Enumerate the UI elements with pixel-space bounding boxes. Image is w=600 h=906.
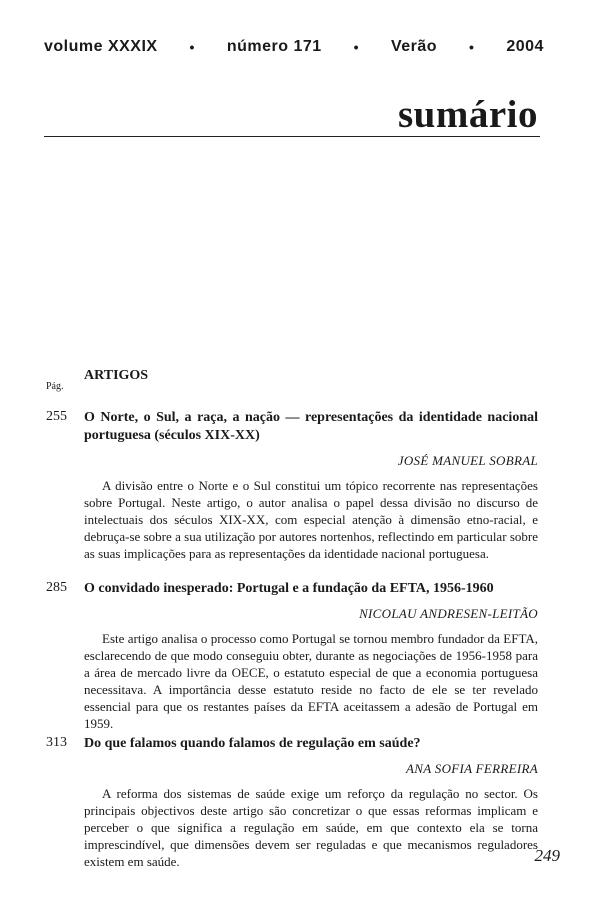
separator-dot: •	[469, 39, 475, 55]
article-author: ANA SOFIA FERREIRA	[406, 761, 538, 776]
article-title[interactable]: O Norte, o Sul, a raça, a nação — representações da identidade nacional portuguesa (séculos XIX-XX)	[84, 410, 538, 443]
page-column-label: Pág.	[46, 381, 64, 392]
separator-dot: •	[353, 39, 360, 55]
article-page-number: 255	[46, 409, 67, 424]
issue-number: número 171	[226, 38, 322, 55]
article-title[interactable]: Do que falamos quando falamos de regulação em saúde?	[84, 736, 421, 751]
section-heading: ARTIGOS	[84, 368, 149, 383]
article-abstract: A divisão entre o Norte e o Sul constitui um tópico recorrente nas representações sobre Portugal. Neste artigo, o autor analisa o papel dessa divisão no discurso de intelectuais dos séculos XIX-XX, com especial atenção à dimensão etno-racial, e debruça-se sobre a sua utilização por autores nortenhos, reflectindo em particular sobre as suas implicações para as representações da identidade nacional portuguesa.	[84, 478, 538, 561]
separator-dot: •	[189, 39, 195, 55]
article-author: JOSÉ MANUEL SOBRAL	[397, 453, 538, 468]
article-title[interactable]: O convidado inesperado: Portugal e a fundação da EFTA, 1956-1960	[84, 581, 494, 596]
year-label: 2004	[506, 38, 544, 55]
page-title: sumário	[398, 93, 538, 136]
article-entry	[46, 580, 538, 732]
article-page-number: 285	[46, 580, 67, 595]
article-page-number: 313	[46, 735, 67, 750]
article-abstract: A reforma dos sistemas de saúde exige um reforço da regulação no sector. Os principais objectivos deste artigo são concretizar o que essas reformas implicam e perceber o que significa a regulação em saúde, em que contexto ela se torna imprescindível, que dimensões devem ser reguladas e que mecanismos reguladores existem em saúde.	[84, 786, 538, 869]
journal-header	[44, 38, 544, 56]
article-abstract: Este artigo analisa o processo como Portugal se tornou membro fundador da EFTA, esclarecendo de que modo conseguiu obter, durante as negociações de 1956-1958 para a área de mercado livre da OECE, o estatuto especial de que a economia portuguesa necessitava. A importância desse estatuto reside no facto de ele se ter revelado essencial para que os restantes países da EFTA aceitassem a adesão de Portugal em 1959.	[84, 631, 538, 731]
article-author: NICOLAU ANDRESEN-LEITÃO	[359, 606, 538, 621]
season-label: Verão	[390, 38, 438, 55]
page-number: 249	[534, 846, 560, 865]
article-entry	[46, 409, 538, 562]
article-entry	[46, 735, 538, 870]
title-divider	[44, 136, 540, 137]
volume-label: volume XXXIX	[44, 38, 158, 55]
